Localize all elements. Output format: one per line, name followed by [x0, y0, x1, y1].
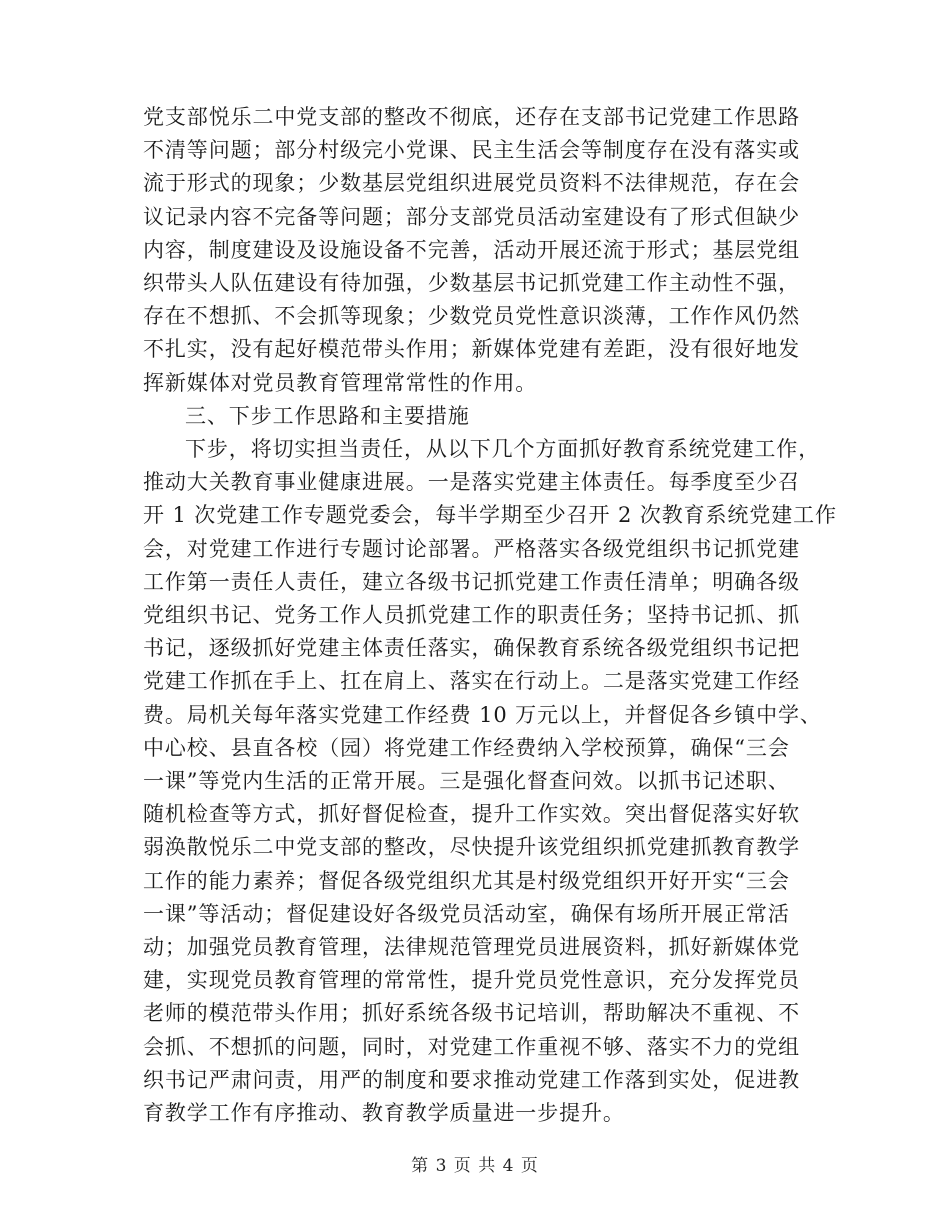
text-line: 中心校、县直各校（园）将党建工作经费纳入学校预算，确保“三会: [143, 736, 790, 760]
text-line: 建，实现党员教育管理的常常性，提升党员党性意识，充分发挥党员: [143, 968, 800, 992]
text-line: 下步，将切实担当责任，从以下几个方面抓好教育系统党建工作，: [185, 437, 821, 461]
text-line: 弱涣散悦乐二中党支部的整改，尽快提升该党组织抓党建抓教育教学: [143, 835, 800, 859]
text-line: 费。局机关每年落实党建工作经费 10 万元以上，并督促各乡镇中学、: [143, 703, 822, 727]
text-line: 育教学工作有序推动、教育教学质量进一步提升。: [143, 1101, 625, 1125]
text-line: 议记录内容不完备等问题；部分支部党员活动室建设有了形式但缺少: [143, 205, 800, 229]
text-line: 动；加强党员教育管理，法律规范管理党员进展资料，抓好新媒体党: [143, 935, 800, 959]
page-footer: 第 3 页 共 4 页: [411, 1156, 539, 1176]
text-line: 内容，制度建设及设施设备不完善，活动开展还流于形式；基层党组: [143, 238, 800, 262]
text-line: 工作的能力素养；督促各级党组织尤其是村级党组织开好开实“三会: [143, 869, 790, 893]
text-line: 织书记严肃问责，用严的制度和要求推动党建工作落到实处，促进教: [143, 1068, 800, 1092]
text-line: 一课”等活动；督促建设好各级党员活动室，确保有场所开展正常活: [143, 902, 790, 926]
text-line: 织带头人队伍建设有待加强，少数基层书记抓党建工作主动性不强，: [143, 271, 800, 295]
text-line: 会抓、不想抓的问题，同时，对党建工作重视不够、落实不力的党组: [143, 1035, 800, 1059]
text-line: 不清等问题；部分村级完小党课、民主生活会等制度存在没有落实或: [143, 138, 800, 162]
text-line: 党组织书记、党务工作人员抓党建工作的职责任务；坚持书记抓、抓: [143, 603, 800, 627]
text-line: 党支部悦乐二中党支部的整改不彻底，还存在支部书记党建工作思路: [143, 105, 800, 129]
section-heading: 三、下步工作思路和主要措施: [185, 404, 470, 428]
text-line: 推动大关教育事业健康进展。一是落实党建主体责任。每季度至少召: [143, 470, 800, 494]
text-line: 随机检查等方式，抓好督促检查，提升工作实效。突出督促落实好软: [143, 802, 800, 826]
text-line: 老师的模范带头作用；抓好系统各级书记培训，帮助解决不重视、不: [143, 1001, 800, 1025]
text-line: 书记，逐级抓好党建主体责任落实，确保教育系统各级党组织书记把: [143, 636, 800, 660]
text-line: 开 1 次党建工作专题党委会，每半学期至少召开 2 次教育系统党建工作: [143, 503, 837, 527]
text-line: 不扎实，没有起好模范带头作用；新媒体党建有差距，没有很好地发: [143, 337, 800, 361]
text-line: 流于形式的现象；少数基层党组织进展党员资料不法律规范，存在会: [143, 171, 800, 195]
text-line: 存在不想抓、不会抓等现象；少数党员党性意识淡薄，工作作风仍然: [143, 304, 800, 328]
text-line: 会，对党建工作进行专题讨论部署。严格落实各级党组织书记抓党建: [143, 537, 800, 561]
text-line: 挥新媒体对党员教育管理常常性的作用。: [143, 371, 538, 395]
text-line: 党建工作抓在手上、扛在肩上、落实在行动上。二是落实党建工作经: [143, 669, 800, 693]
text-line: 一课”等党内生活的正常开展。三是强化督查问效。以抓书记述职、: [143, 769, 790, 793]
text-line: 工作第一责任人责任，建立各级书记抓党建工作责任清单；明确各级: [143, 570, 800, 594]
